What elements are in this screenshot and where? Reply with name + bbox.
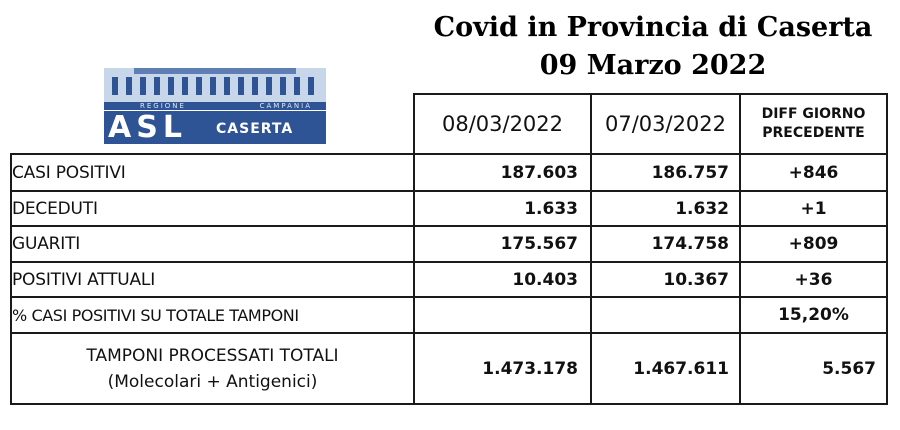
row-label-tamponi xyxy=(12,334,413,403)
cell-deceduti-diff: +1 xyxy=(800,198,827,219)
row-label-positivi-attuali: POSITIVI ATTUALI xyxy=(12,269,156,290)
cell-positivi-attuali-d2: 10.367 xyxy=(663,269,729,290)
cell-deceduti-d2: 1.632 xyxy=(675,198,729,219)
logo-city-text: CASERTA xyxy=(216,121,294,137)
cell-tamponi-diff: 5.567 xyxy=(822,358,876,379)
cell-guariti-diff: +809 xyxy=(788,234,839,254)
cell-percent-positivi-diff: 15,20% xyxy=(778,305,849,325)
logo-region-left: REGIONE xyxy=(140,102,186,110)
row-label-percent-positivi: % CASI POSITIVI SU TOTALE TAMPONI xyxy=(12,305,299,325)
cell-percent-positivi-d2 xyxy=(592,298,729,332)
page-title: Covid in Provincia di Caserta xyxy=(433,12,873,43)
logo-region-right: CAMPANIA xyxy=(259,102,312,110)
cell-tamponi-d2: 1.467.611 xyxy=(633,358,729,379)
column-header-date-1: 08/03/2022 xyxy=(441,112,564,136)
cell-tamponi-d1: 1.473.178 xyxy=(482,358,578,379)
column-header-date-2: 07/03/2022 xyxy=(604,112,727,136)
row-label-deceduti: DECEDUTI xyxy=(12,198,98,219)
cell-deceduti-d1: 1.633 xyxy=(524,198,578,219)
cell-casi-positivi-d1: 187.603 xyxy=(500,162,578,183)
column-header-diff-line2: PRECEDENTE xyxy=(762,125,865,141)
page-date: 09 Marzo 2022 xyxy=(539,50,767,81)
logo-wordmark xyxy=(104,111,326,144)
cell-casi-positivi-diff: +846 xyxy=(788,162,839,183)
row-label-tamponi-line2: (Molecolari + Antigenici) xyxy=(107,371,318,392)
cell-percent-positivi-d1 xyxy=(415,298,578,332)
column-header-diff-line1: DIFF GIORNO xyxy=(761,106,866,122)
cell-guariti-d2: 174.758 xyxy=(651,234,729,254)
building-illustration xyxy=(104,68,326,102)
asl-caserta-logo xyxy=(104,68,326,144)
cell-casi-positivi-d2: 186.757 xyxy=(651,162,729,183)
row-label-casi-positivi: CASI POSITIVI xyxy=(12,162,126,183)
logo-region-band xyxy=(104,102,326,110)
row-label-tamponi-line1: TAMPONI PROCESSATI TOTALI xyxy=(86,345,339,366)
cell-guariti-d1: 175.567 xyxy=(500,234,578,254)
column-header-diff xyxy=(741,95,886,153)
logo-asl-text: ASL xyxy=(108,110,187,145)
cell-positivi-attuali-diff: +36 xyxy=(794,269,833,290)
row-label-guariti: GUARITI xyxy=(12,234,81,254)
cell-positivi-attuali-d1: 10.403 xyxy=(512,269,578,290)
